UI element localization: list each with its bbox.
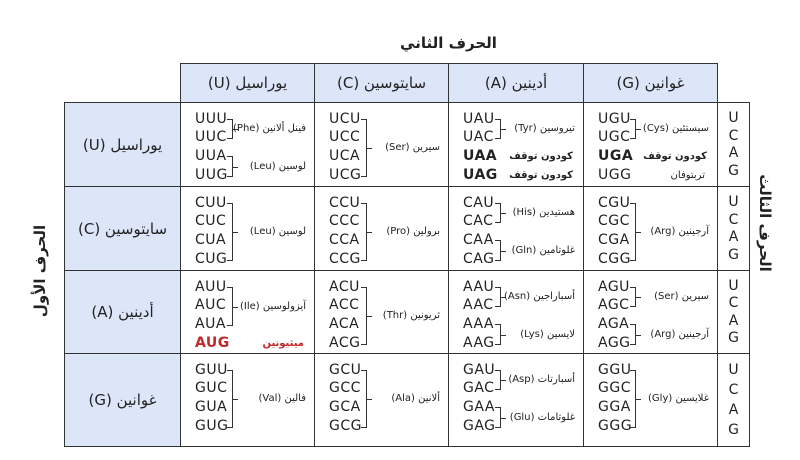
codon-cell (314, 270, 449, 354)
codon-group-bracket (630, 119, 636, 139)
codon: AAC (463, 297, 494, 313)
codon-group-bracket (630, 370, 636, 428)
codon: AAG (463, 335, 495, 351)
amino-acid-label: تيروسين (Tyr) (514, 123, 575, 134)
codon-group-bracket (630, 324, 636, 345)
amino-acid-label: آيزولوسين (Ile) (239, 300, 306, 312)
amino-acid-label: آرجينين (Arg) (650, 328, 709, 340)
amino-acid-label: كودون توقف (509, 151, 573, 162)
amino-acid-label: ميثيونين (262, 338, 304, 349)
codon: AGA (598, 316, 630, 332)
third-letter-label: U (728, 109, 739, 126)
codon: CAC (463, 213, 494, 229)
codon: CUA (195, 232, 227, 248)
codon: UUC (195, 129, 227, 145)
codon: UUG (195, 167, 228, 183)
codon: UAC (463, 129, 494, 145)
codon-group-bracket (361, 287, 367, 345)
codon-cell (180, 270, 315, 354)
codon: ACC (329, 297, 360, 313)
row-header-c: سايتوسين (C) (64, 186, 181, 271)
codon: GCG (329, 418, 362, 434)
codon-group-bracket (361, 370, 367, 428)
codon-group-bracket (495, 203, 501, 223)
third-letter-label: G (728, 422, 739, 438)
codon: AUA (195, 316, 226, 332)
amino-acid-label: كودون توقف (509, 170, 573, 181)
codon: AAA (463, 316, 495, 332)
third-letter-label: A (728, 229, 739, 246)
amino-acid-label: غلوتامين (Gln) (511, 244, 575, 256)
third-letter-label: C (728, 382, 739, 398)
codon: GGG (598, 418, 633, 434)
third-letter-label: C (728, 211, 739, 228)
codon: CAA (463, 232, 494, 248)
codon-cell (314, 102, 449, 187)
codon-cell (583, 353, 718, 447)
codon: UUU (195, 111, 228, 127)
amino-acid-label: فينل ألانين (Phe) (233, 123, 306, 134)
codon-group-bracket (495, 324, 501, 345)
third-letter-label: U (728, 193, 739, 210)
codon: CCC (329, 213, 360, 229)
amino-acid-label: آرجينين (Arg) (650, 226, 709, 237)
third-letter-label: A (728, 145, 739, 162)
amino-acid-label: أسباراجين (Asn) (503, 291, 575, 302)
codon: AGC (598, 297, 630, 313)
third-letter-column (717, 353, 750, 447)
codon: CCG (329, 251, 361, 267)
codon-cell (180, 102, 315, 187)
codon: ACU (329, 279, 360, 295)
codon-group-bracket (495, 370, 501, 390)
third-letter-label: G (728, 163, 739, 180)
codon-cell (180, 353, 315, 447)
amino-acid-label: لوسين (Leu) (249, 160, 306, 172)
codon: GAG (463, 418, 496, 434)
third-letter-label: C (728, 295, 739, 312)
codon: GGA (598, 399, 631, 415)
amino-acid-label: كودون توقف (643, 151, 707, 162)
codon: UAG (463, 167, 498, 183)
amino-acid-label: ألانين (Ala) (391, 393, 440, 404)
codon-cell (448, 186, 584, 271)
codon: CGA (598, 232, 630, 248)
amino-acid-label: فالين (Val) (258, 393, 306, 404)
codon: ACA (329, 316, 360, 332)
codon-group-bracket (361, 119, 367, 177)
third-letter-column (717, 186, 750, 271)
amino-acid-label: سيرين (Ser) (385, 142, 440, 153)
codon-cell (583, 186, 718, 271)
codon: GAC (463, 380, 495, 396)
codon: ACG (329, 335, 361, 351)
title-third-letter: الحرف الثالث (756, 174, 774, 272)
codon: GUG (195, 418, 229, 434)
codon: UGG (598, 167, 632, 183)
amino-acid-label: سيستئين (Cys) (642, 123, 709, 134)
column-header-u: يوراسيل (U) (180, 63, 315, 103)
third-letter-label: A (728, 402, 739, 418)
amino-acid-label: لايسين (Lys) (520, 328, 575, 340)
codon: AGU (598, 279, 630, 295)
codon: UGA (598, 148, 634, 164)
amino-acid-label: سيرين (Ser) (654, 291, 709, 302)
codon-group-bracket (495, 407, 501, 428)
row-header-u: يوراسيل (U) (64, 102, 181, 187)
codon: GUC (195, 380, 228, 396)
codon: CCA (329, 232, 360, 248)
codon: AUC (195, 297, 227, 313)
title-first-letter: الحرف الأول (31, 224, 49, 318)
codon: UUA (195, 148, 227, 164)
codon-group-bracket (361, 203, 367, 261)
codon-cell (448, 270, 584, 354)
codon: CCU (329, 195, 361, 211)
row-header-a: أدينين (A) (64, 270, 181, 354)
codon: UGC (598, 129, 631, 145)
amino-acid-label: أسبارتات (Asp) (508, 374, 575, 385)
amino-acid-label: تربتوفان (670, 170, 705, 181)
codon: GGU (598, 362, 632, 378)
codon: GCA (329, 399, 361, 415)
codon: GGC (598, 380, 631, 396)
amino-acid-label: ثريونين (Thr) (382, 310, 440, 321)
codon: CUC (195, 213, 227, 229)
codon-group-bracket (227, 287, 233, 326)
third-letter-label: G (728, 247, 739, 264)
codon: GCC (329, 380, 361, 396)
codon-group-bracket (495, 119, 501, 139)
third-letter-label: A (728, 312, 739, 329)
third-letter-label: C (728, 127, 739, 144)
amino-acid-label: لوسين (Leu) (249, 226, 306, 237)
codon: GUA (195, 399, 228, 415)
codon: AUU (195, 279, 227, 295)
codon: UCA (329, 148, 361, 164)
codon: AUG (195, 335, 230, 351)
codon: CGG (598, 251, 631, 267)
codon-group-bracket (227, 203, 233, 261)
third-letter-label: U (728, 362, 739, 378)
codon: CGC (598, 213, 630, 229)
codon: AGG (598, 335, 631, 351)
amino-acid-label: غلايسين (Gly) (648, 393, 709, 404)
codon: CUU (195, 195, 227, 211)
amino-acid-label: برولين (Pro) (386, 226, 440, 237)
column-header-a: أدينين (A) (448, 63, 584, 103)
codon: GUU (195, 362, 228, 378)
codon-cell (583, 102, 718, 187)
third-letter-column (717, 102, 750, 187)
codon: CGU (598, 195, 631, 211)
codon-group-bracket (630, 203, 636, 261)
codon-cell (314, 353, 449, 447)
codon-group-bracket (495, 240, 501, 261)
codon: CAG (463, 251, 495, 267)
third-letter-label: G (728, 330, 739, 347)
title-second-letter: الحرف الثاني (400, 34, 497, 52)
codon: CUG (195, 251, 228, 267)
codon: CAU (463, 195, 495, 211)
codon-cell (448, 353, 584, 447)
codon: UCC (329, 129, 361, 145)
amino-acid-label: هستيدين (His) (512, 207, 575, 218)
row-header-g: غوانين (G) (64, 353, 181, 447)
codon-cell (583, 270, 718, 354)
codon: GAA (463, 399, 495, 415)
column-header-c: سايتوسين (C) (314, 63, 449, 103)
codon: UCU (329, 111, 361, 127)
amino-acid-label: غلوتامات (Glu) (509, 411, 575, 423)
codon: GAU (463, 362, 496, 378)
codon-cell (314, 186, 449, 271)
codon: GCU (329, 362, 362, 378)
codon-cell (180, 186, 315, 271)
codon-group-bracket (227, 370, 233, 428)
codon-group-bracket (630, 287, 636, 307)
codon-group-bracket (495, 287, 501, 307)
third-letter-column (717, 270, 750, 354)
codon-group-bracket (227, 156, 233, 177)
third-letter-label: U (728, 277, 739, 294)
codon: AAU (463, 279, 495, 295)
codon: UCG (329, 167, 362, 183)
codon: UAU (463, 111, 495, 127)
codon: UAA (463, 148, 498, 164)
codon: UGU (598, 111, 631, 127)
column-header-g: غوانين (G) (583, 63, 718, 103)
codon-cell (448, 102, 584, 187)
